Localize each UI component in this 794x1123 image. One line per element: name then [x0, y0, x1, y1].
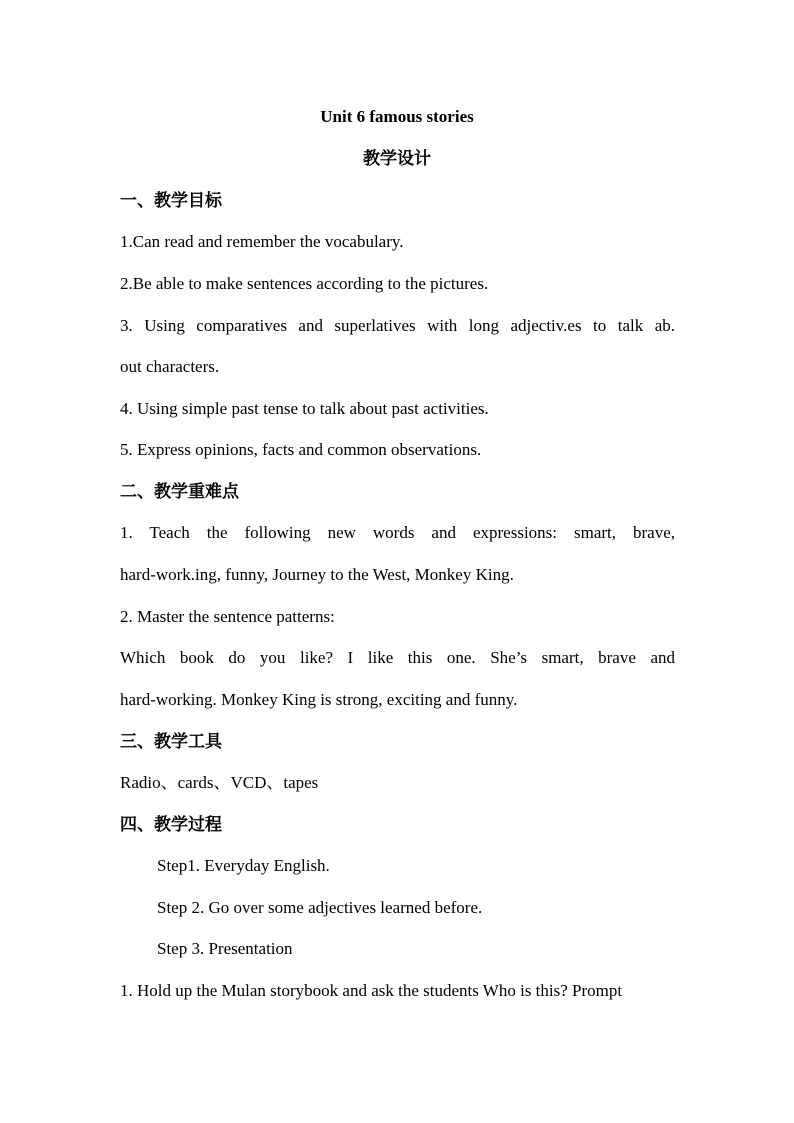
- key-point-line: Which book do you like? I like this one. She’s smart, brave and: [120, 648, 675, 667]
- key-point-line: hard-working. Monkey King is strong, exciting and funny.: [120, 690, 518, 709]
- process-step: Step1. Everyday English.: [157, 856, 330, 875]
- process-step: Step 2. Go over some adjectives learned before.: [157, 898, 483, 917]
- section-heading-tools: 三、教学工具: [120, 732, 222, 752]
- document-subtitle: 教学设计: [363, 149, 431, 169]
- section-heading-objectives: 一、教学目标: [120, 191, 222, 211]
- objective-item: 3. Using comparatives and superlatives with long adjectiv.es to talk ab.: [120, 316, 675, 335]
- section-heading-process: 四、教学过程: [120, 815, 222, 835]
- process-line: 1. Hold up the Mulan storybook and ask the students Who is this? Prompt: [120, 981, 623, 1000]
- objective-item: 1.Can read and remember the vocabulary.: [120, 232, 404, 251]
- key-point-line: hard-work.ing, funny, Journey to the West, Monkey King.: [120, 565, 514, 584]
- key-point-line: 1. Teach the following new words and expressions: smart, brave,: [120, 523, 675, 542]
- objective-item: 2.Be able to make sentences according to the pictures.: [120, 274, 489, 293]
- tools-list: Radio、cards、VCD、tapes: [120, 773, 319, 792]
- objective-item: 4. Using simple past tense to talk about past activities.: [120, 399, 489, 418]
- section-heading-key-points: 二、教学重难点: [120, 482, 239, 502]
- process-step: Step 3. Presentation: [157, 939, 293, 958]
- key-point-line: 2. Master the sentence patterns:: [120, 607, 335, 626]
- document-title: Unit 6 famous stories: [320, 107, 474, 126]
- objective-item: 5. Express opinions, facts and common observations.: [120, 440, 482, 459]
- objective-item-continuation: out characters.: [120, 357, 220, 376]
